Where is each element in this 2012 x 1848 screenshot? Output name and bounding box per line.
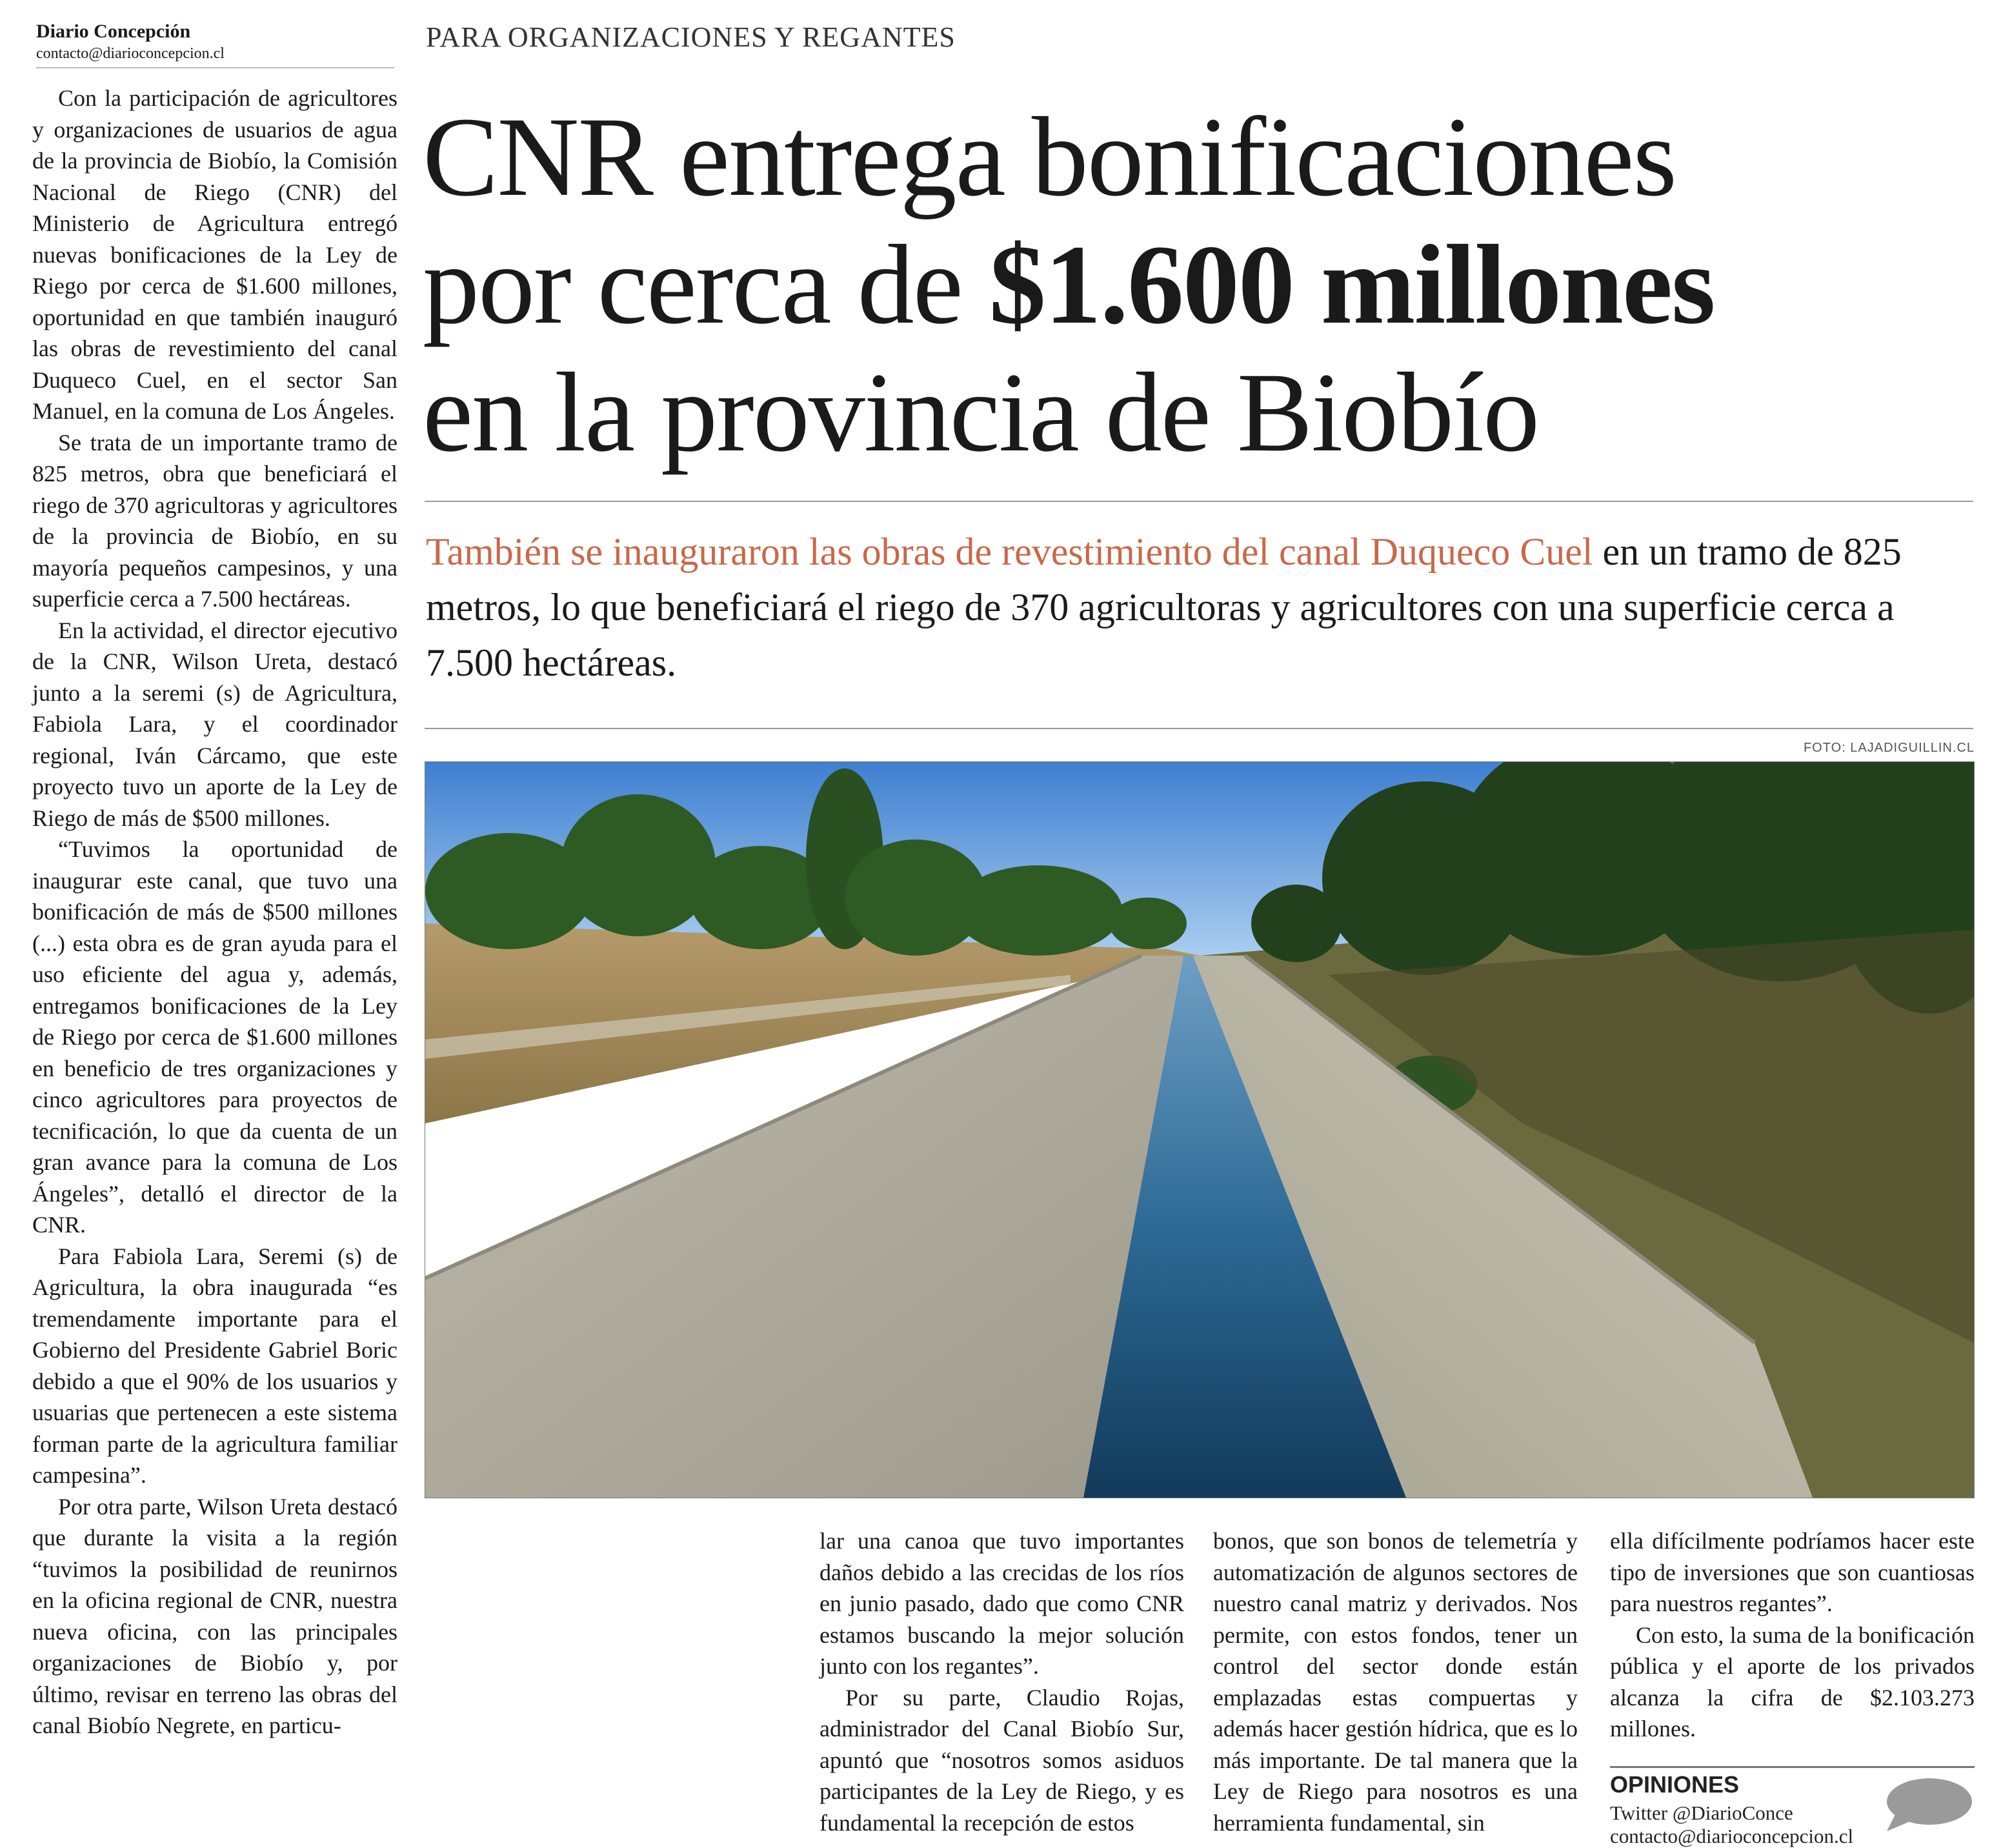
opinions-twitter[interactable]: Twitter @DiarioConce xyxy=(1610,1802,1793,1824)
article-deck xyxy=(426,524,1975,690)
masthead-divider xyxy=(36,67,394,68)
article-kicker: PARA ORGANIZACIONES Y REGANTES xyxy=(426,21,956,53)
headline-line-3: en la provincia de Biobío xyxy=(423,350,1539,476)
deck-text: en un tramo de 825 metros, lo que beneficiará el riego de 370 agricultoras y agricultores con una superficie cerca a 7.500 hectáreas. xyxy=(426,530,1902,684)
canal-photo xyxy=(425,761,1975,1498)
masthead-email[interactable]: contacto@diarioconcepcion.cl xyxy=(36,45,225,62)
paragraph: Por otra parte, Wilson Ureta destacó que durante la visita a la región “tuvimos la posibilidad de reunirnos en la oficina regional de CNR, nuestra nueva oficina, con las principales organizaciones de Biobío y, por último, revisar en terreno las obras del canal Biobío Negrete, en particu- xyxy=(32,1493,397,1738)
paragraph: Por su parte, Claudio Rojas, administrador del Canal Biobío Sur, apuntó que “nosotros somos asiduos participantes de la Ley de Riego, y es fundamental la recepción de estos xyxy=(820,1684,1184,1836)
speech-bubble-icon xyxy=(1883,1776,1973,1834)
paragraph: Para Fabiola Lara, Seremi (s) de Agricultura, la obra inaugurada “es tremendamente importante para el Gobierno del Presidente Gabriel Boric debido a que el 90% de los usuarios y usuarias que pertenecen a este sistema forman parte de la agricultura familiar campesina”. xyxy=(32,1243,397,1488)
masthead-name: Diario Concepción xyxy=(36,21,191,42)
article-column-1 xyxy=(32,83,397,1742)
article-column-4 xyxy=(1610,1525,1975,1745)
article-column-3 xyxy=(1213,1525,1578,1838)
article-column-2 xyxy=(820,1525,1184,1838)
headline-divider xyxy=(425,501,1973,502)
paragraph: Con la participación de agricultores y organizaciones de usuarios de agua de la provincia de Biobío, la Comisión Nacional de Riego (CNR) del Ministerio de Agricultura entregó nuevas bonificaciones de la Ley de Riego por cerca de $1.600 millones, oportunidad en que también inauguró las obras de revestimiento del canal Duqueco Cuel, en el sector San Manuel, en la comuna de Los Ángeles. xyxy=(32,85,397,424)
article-headline xyxy=(423,94,1984,477)
deck-divider xyxy=(425,728,1973,729)
deck-highlight: También se inauguraron las obras de revestimiento del canal Duqueco Cuel xyxy=(426,530,1593,573)
headline-line-2-pre: por cerca de xyxy=(423,222,989,348)
photo-credit: FOTO: LAJADIGUILLIN.CL xyxy=(1803,741,1975,755)
paragraph: Con esto, la suma de la bonificación pública y el aporte de los privados alcanza la cifra de $2.103.273 millones. xyxy=(1610,1622,1975,1742)
opinions-divider xyxy=(1610,1766,1975,1768)
paragraph: lar una canoa que tuvo importantes daños debido a las crecidas de los ríos en junio pasado, dado que como CNR estamos buscando la mejor solución junto con los regantes”. xyxy=(820,1528,1184,1679)
paragraph: En la actividad, el director ejecutivo de la CNR, Wilson Ureta, destacó junto a la seremi (s) de Agricultura, Fabiola Lara, y el coordinador regional, Iván Cárcamo, que este proyecto tuvo un aporte de la Ley de Riego de más de $500 millones. xyxy=(32,617,397,831)
headline-line-1: CNR entrega bonificaciones xyxy=(423,94,1676,220)
paragraph: “Tuvimos la oportunidad de inaugurar este canal, que tuvo una bonificación de más de $500 millones (...) esta obra es de gran ayuda para el uso eficiente del agua y, además, entregamos bonificaciones de la Ley de Riego por cerca de $1.600 millones en beneficio de tres organizaciones y cinco agricultores para proyectos de tecnificación, lo que da cuenta de un gran avance para la comuna de Los Ángeles”, detalló el director de la CNR. xyxy=(32,836,397,1238)
paragraph: bonos, que son bonos de telemetría y automatización de algunos sectores de nuestro canal matriz y derivados. Nos permite, con estos fondos, tener un control del sector donde están emplazadas estas compuertas y además hacer gestión hídrica, que es lo más importante. De tal manera que la Ley de Riego para nosotros es una herramienta fundamental, sin xyxy=(1213,1528,1578,1836)
opinions-email[interactable]: contacto@diarioconcepcion.cl xyxy=(1610,1825,1854,1847)
canal-illustration xyxy=(425,762,1974,1498)
headline-line-2-amount: $1.600 millones xyxy=(989,222,1715,348)
opinions-title: OPINIONES xyxy=(1610,1771,1740,1798)
paragraph: Se trata de un importante tramo de 825 metros, obra que beneficiará el riego de 370 agricultoras y agricultores de la provincia de Biobío, en su mayoría pequeños campesinos, y una superficie cerca a 7.500 hectáreas. xyxy=(32,429,397,612)
paragraph: ella difícilmente podríamos hacer este tipo de inversiones que son cuantiosas para nuestros regantes”. xyxy=(1610,1528,1975,1616)
